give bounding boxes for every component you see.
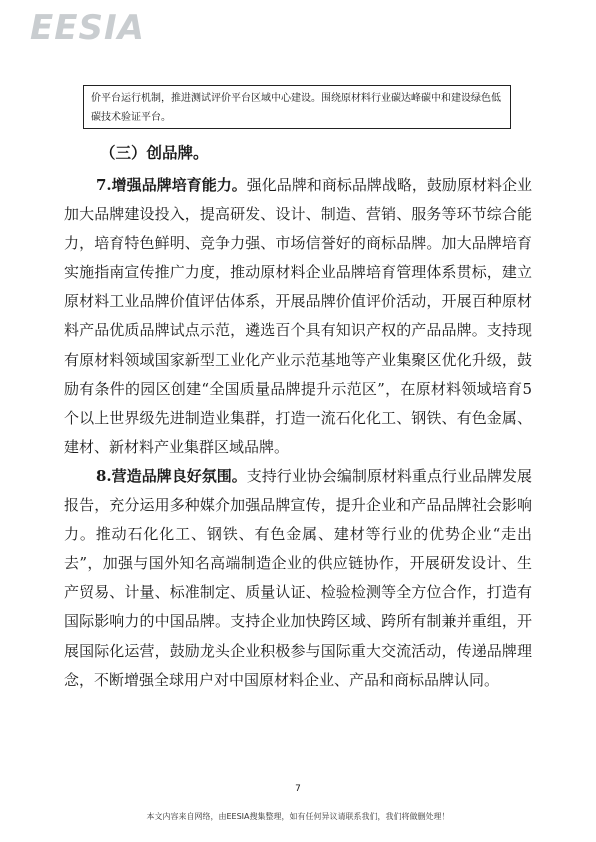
boxed-excerpt: 价平台运行机制，推进测试评价平台区域中心建设。围绕原材料行业碳达峰碳中和建设绿色低碳技术验证平台。 — [83, 85, 511, 129]
footer-disclaimer: 本文内容来自网络，由EESIA搜集整理，如有任何异议请联系我们，我们将做删处理！ — [146, 812, 450, 821]
section-heading: （三）创品牌。 — [100, 143, 209, 162]
page-number: 7 — [295, 784, 301, 794]
page-body — [64, 139, 532, 695]
paragraph-lead: 8.营造品牌良好氛围。 — [96, 466, 247, 485]
eesia-logo: EESIA — [30, 8, 145, 48]
paragraph-body: 强化品牌和商标品牌战略，鼓励原材料企业加大品牌建设投入，提高研发、设计、制造、营销、服务等环节综合能力，培育特色鲜明、竞争力强、市场信誉好的商标品牌。加大品牌培育实施指南宣传推广力度，推动原材料企业品牌培育管理体系贯标，建立原材料工业品牌价值评估体系，开展品牌价值评价活动，开展百种原材料产品优质品牌试点示范，遴选百个具有知识产权的产品品牌。支持现有原材料领域国家新型工业化产业示范基地等产业集聚区优化升级，鼓励有条件的园区创建“全国质量品牌提升示范区”，在原材料领域培育5个以上世界级先进制造业集群，打造一流石化化工、钢铁、有色金属、建材、新材料产业集群区域品牌。 — [64, 176, 532, 456]
paragraph-brand-cultivation — [64, 171, 532, 462]
paragraph-brand-atmosphere — [64, 462, 532, 695]
paragraph-body: 支持行业协会编制原材料重点行业品牌发展报告，充分运用多种媒介加强品牌宣传，提升企业和产品品牌社会影响力。推动石化化工、钢铁、有色金属、建材等行业的优势企业“走出去”，加强与国外知名高端制造企业的供应链协作，开展研发设计、生产贸易、计量、标准制定、质量认证、检验检测等全方位合作，打造有国际影响力的中国品牌。支持企业加快跨区域、跨所有制兼并重组，开展国际化运营，鼓励龙头企业积极参与国际重大交流活动，传递品牌理念，不断增强全球用户对中国原材料企业、产品和商标品牌认同。 — [64, 466, 532, 689]
paragraph-lead: 7.增强品牌培育能力。 — [96, 176, 247, 194]
